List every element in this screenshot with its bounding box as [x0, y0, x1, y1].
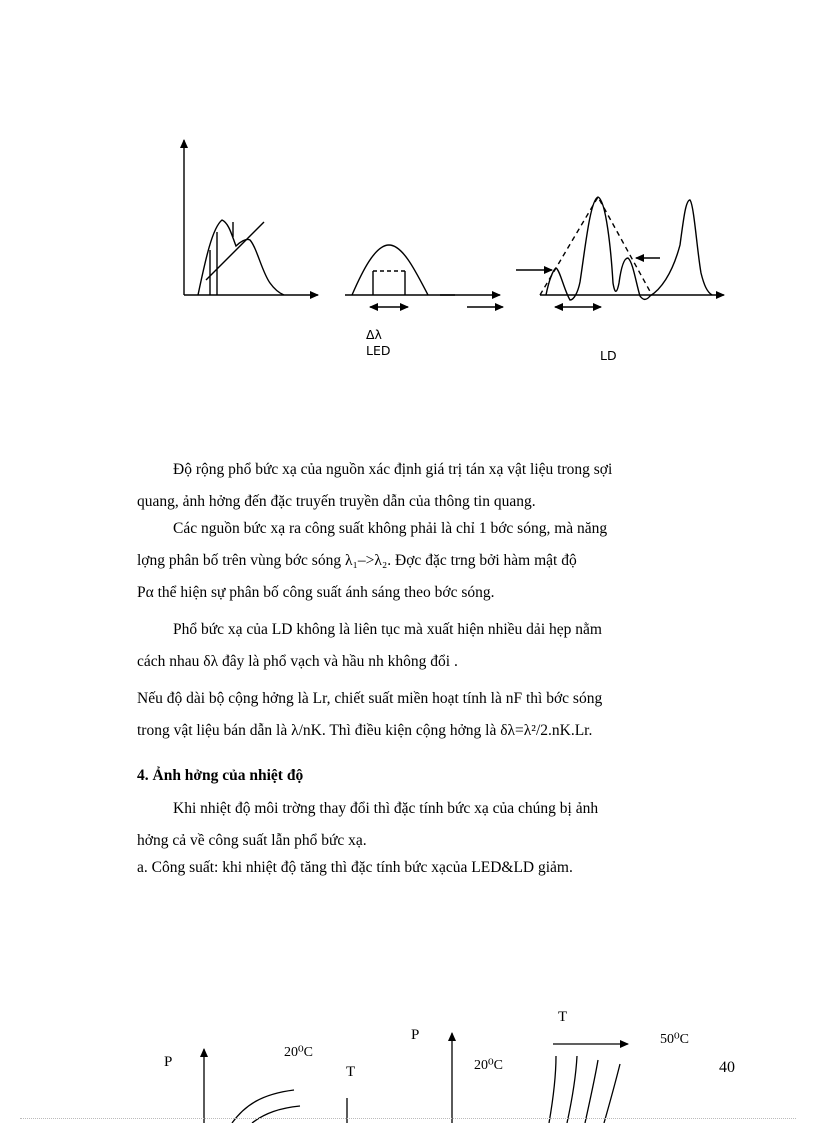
- right-temp-low-label: 20⁰C: [474, 1058, 503, 1073]
- paragraph-1: [137, 454, 739, 518]
- left-temp-label: 20⁰C: [284, 1045, 313, 1060]
- section-4-line-1: Khi nhiệt độ môi trờng thay đổi thì đặc tính bức xạ của chúng bị ảnh: [173, 800, 599, 817]
- section-4-line-2: hởng cả về công suất lẫn phổ bức xạ.: [137, 832, 367, 849]
- right-t-label: T: [558, 1009, 568, 1025]
- paragraph-4: [137, 683, 739, 747]
- paragraph-3: [137, 614, 739, 678]
- ld-label: LD: [600, 348, 617, 363]
- led-spectrum-panel: [345, 245, 503, 307]
- right-temp-high-label: 50⁰C: [660, 1032, 689, 1047]
- section-4-heading: 4. Ảnh hởng của nhiệt độ: [137, 767, 304, 784]
- paragraph-4-line-2: trong vật liệu bán dẫn là λ/nK. Thì điều kiện cộng hởng là δλ=λ²/2.nK.Lr.: [137, 722, 593, 739]
- ld-spectrum-panel: [516, 197, 724, 307]
- left-spectrum-panel: [184, 140, 318, 295]
- section-4-paragraph: [137, 793, 739, 857]
- ld-envelope-dashed: [540, 197, 652, 295]
- item-a: a. Công suất: khi nhiệt độ tăng thì đặc tính bức xạcủa LED&LD giảm.: [137, 859, 573, 876]
- right-curve-1: [549, 1056, 556, 1123]
- right-p-label: P: [411, 1027, 420, 1043]
- delta-lambda-label: Δλ: [366, 327, 382, 342]
- temperature-figure: [204, 1033, 628, 1123]
- led-label: LED: [366, 343, 391, 358]
- paragraph-1-line-1: Độ rộng phổ bức xạ của nguồn xác định giá trị tán xạ vật liệu trong sợi: [173, 461, 613, 478]
- right-curve-2: [567, 1056, 577, 1123]
- left-curve-lower: [252, 1106, 300, 1123]
- led-spectrum-curve: [352, 245, 428, 295]
- paragraph-3-line-1: Phổ bức xạ của LD không là liên tục mà xuất hiện nhiều dải hẹp nằm: [173, 621, 602, 638]
- paragraph-3-line-2: cách nhau δλ đây là phổ vạch và hầu nh không đổi .: [137, 653, 458, 670]
- ld-spectrum-curve: [546, 197, 712, 300]
- left-spectrum-curve: [198, 220, 284, 295]
- paragraph-2-line-2: lợng phân bố trên vùng bớc sóng λ₁–>λ₂. Đợc đặc trng bởi hàm mật độ: [137, 552, 577, 569]
- page-bottom-rule: [20, 1118, 796, 1119]
- paragraph-2-line-3: Pα thể hiện sự phân bố công suất ánh sáng theo bớc sóng.: [137, 584, 495, 601]
- page-number: 40: [719, 1059, 735, 1076]
- paragraph-2: [137, 513, 739, 609]
- paragraph-1-line-2: quang, ảnh hởng đến đặc truyến truyền dẫn của thông tin quang.: [137, 493, 536, 510]
- left-t-label: T: [346, 1064, 356, 1080]
- left-p-label: P: [164, 1054, 173, 1070]
- paragraph-2-line-1: Các nguồn bức xạ ra công suất không phải là chỉ 1 bớc sóng, mà năng: [173, 520, 608, 537]
- right-curve-4: [604, 1064, 620, 1123]
- paragraph-4-line-1: Nếu độ dài bộ cộng hởng là Lr, chiết suất miền hoạt tính là nF thì bớc sóng: [137, 690, 603, 707]
- right-curve-3: [585, 1060, 598, 1123]
